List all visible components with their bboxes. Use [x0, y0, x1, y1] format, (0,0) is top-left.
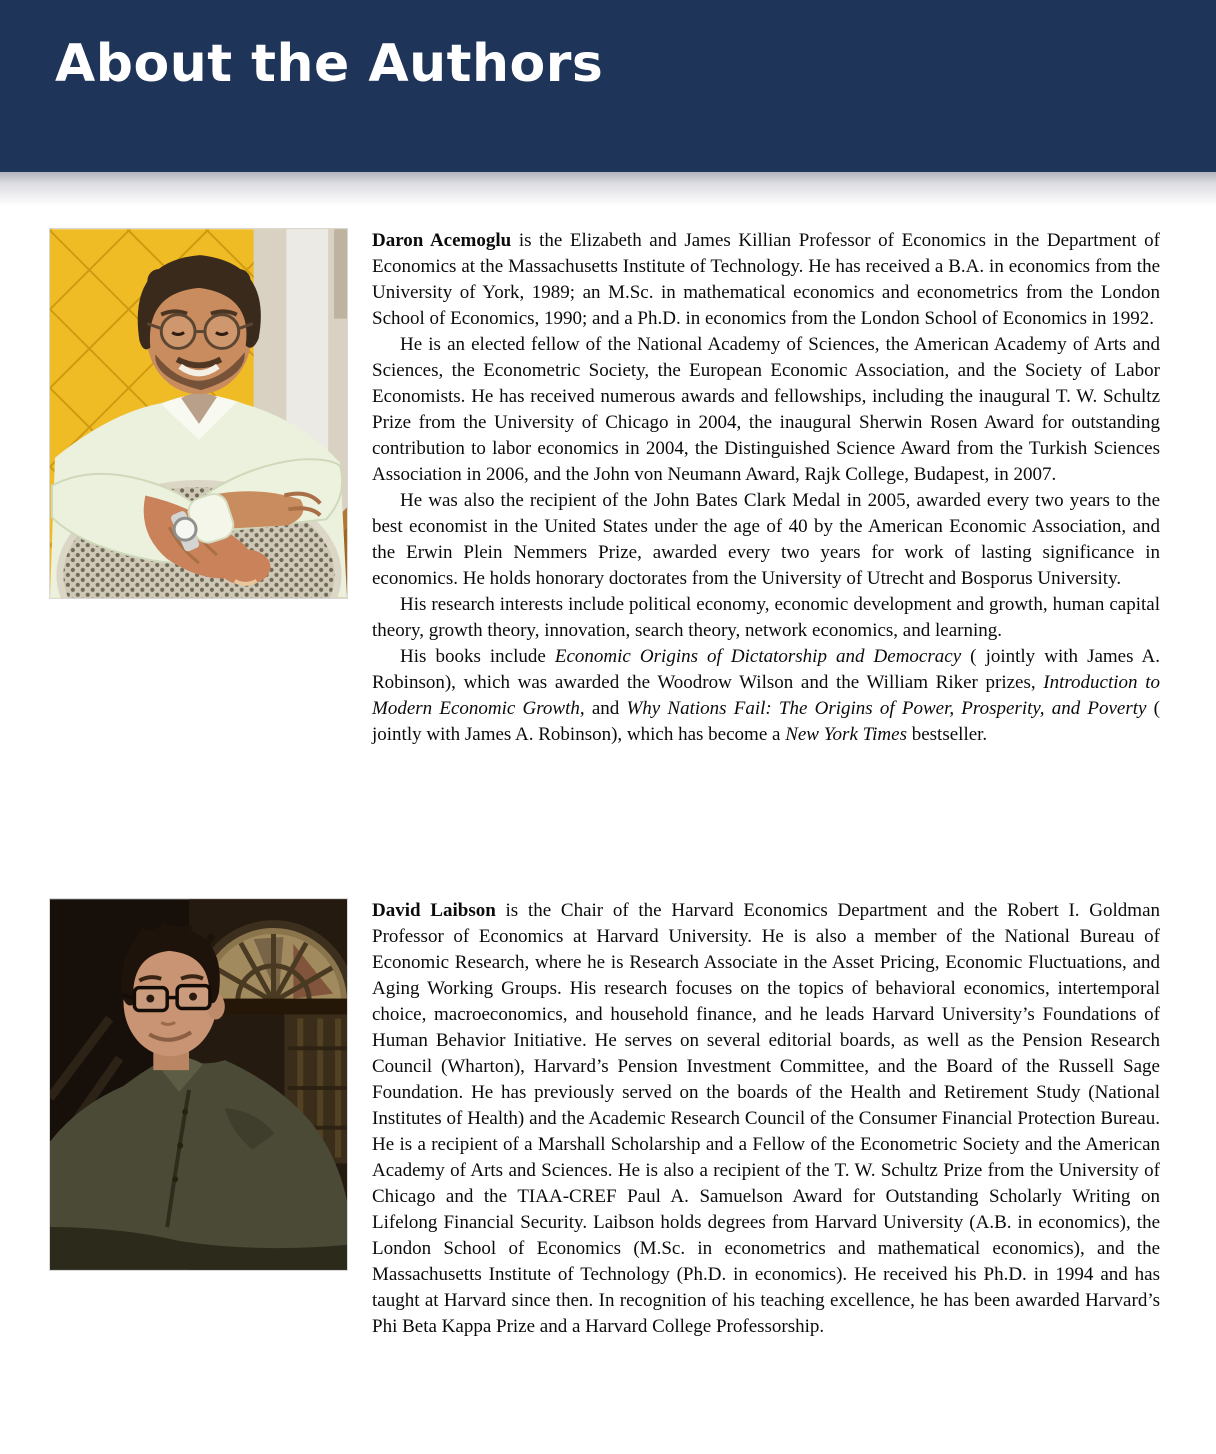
book-title-text: New York Times [785, 724, 907, 745]
page-title: About the Authors [55, 34, 604, 94]
photo-daron-acemoglu [49, 228, 348, 599]
book-title-text: Why Nations Fail: The Origins of Power, Prosperity, and Poverty [626, 698, 1147, 719]
bio-text: , and [579, 698, 627, 719]
bio-text: is the Elizabeth and James Killian Professor of Economics in the Department of Economics at the Massachusetts Institute of Technology. He has received a B.A. in economics from the University of York, 1989; an M.Sc. in mathematical economics and econometrics from the London School of Economics, 1990; and a Ph.D. in economics from the London School of Economics in 1992. [372, 230, 1160, 329]
bio-paragraph [372, 228, 1160, 332]
bio-text: is the Chair of the Harvard Economics Department and the Robert I. Goldman Professor of Economics at Harvard University. He is also a member of the National Bureau of Economic Research, where he is Research Associate in the Asset Pricing, Economic Fluctuations, and Aging Working Groups. His research focuses on the topics of behavioral economics, intertemporal choice, macroeconomics, and household finance, and he leads Harvard University’s Foundations of Human Behavior Initiative. He serves on several editorial boards, as well as the Pension Research Council (Wharton), Harvard’s Pension Investment Committee, and the Board of the Russell Sage Foundation. He has previously served on the boards of the Health and Retirement Study (National Institutes of Health) and the Academic Research Council of the Consumer Financial Protection Bureau. He is a recipient of a Marshall Scholarship and a Fellow of the Econometric Society and the American Academy of Arts and Sciences. He is also a recipient of the T. W. Schultz Prize from the University of Chicago and the TIAA-CREF Paul A. Samuelson Award for Outstanding Scholarly Writing on Lifelong Financial Security. Laibson holds degrees from Harvard University (A.B. in economics), the London School of Economics (M.Sc. in econometrics and mathematical economics), and the Massachusetts Institute of Technology (Ph.D. in economics). He received his Ph.D. in 1994 and has taught at Harvard since then. In recognition of his teaching excellence, he has been awarded Harvard’s Phi Beta Kappa Prize and a Harvard College Professorship. [372, 900, 1161, 1337]
bio-paragraph [372, 592, 1160, 644]
bio-daron-acemoglu [372, 228, 1160, 748]
page-header [0, 0, 1216, 172]
bio-text: ( jointly with James A. Robinson), which has become a [372, 698, 1161, 745]
book-title-text: Introduction to Modern Economic Growth [372, 672, 1160, 719]
bio-text: He is an elected fellow of the National Academy of Sciences, the American Academy of Arts and Sciences, the Econometric Society, the European Economic Association, and the Society of Labor Economists. He has received numerous awards and fellowships, including the inaugural T. W. Schultz Prize from the University of Chicago in 2004, the inaugural Sherwin Rosen Award for outstanding contribution to labor economics in 2004, the Distinguished Science Award from the Turkish Sciences Association in 2006, and the John von Neumann Award, Rajk College, Budapest, in 2007. [372, 334, 1160, 485]
bio-text: His research interests include political economy, economic development and growth, human capital theory, growth theory, innovation, search theory, network economics, and learning. [372, 594, 1160, 641]
bio-paragraph [372, 332, 1160, 488]
bio-david-laibson [372, 898, 1160, 1340]
david-laibson-portrait-image [50, 899, 347, 1270]
bio-paragraph [372, 644, 1160, 748]
bio-text: He was also the recipient of the John Bates Clark Medal in 2005, awarded every two years to the best economist in the United States under the age of 40 by the American Economic Association, and the Erwin Plein Nemmers Prize, awarded every two years for work of lasting significance in economics. He holds honorary doctorates from the University of Utrecht and Bosporus University. [372, 490, 1160, 589]
photo-david-laibson [49, 898, 348, 1271]
author-section-daron-acemoglu [49, 228, 1160, 748]
bio-text: bestseller. [906, 724, 988, 745]
author-name-text: David Laibson [372, 900, 496, 921]
bio-paragraph [372, 488, 1160, 592]
header-shadow [0, 172, 1216, 206]
bio-paragraph [372, 898, 1160, 1340]
author-section-david-laibson [49, 898, 1160, 1340]
book-title-text: Economic Origins of Dictatorship and Democracy [554, 646, 962, 667]
daron-acemoglu-portrait-image [50, 229, 347, 598]
author-name-text: Daron Acemoglu [372, 230, 512, 251]
bio-text: His books include [400, 646, 555, 667]
bio-text: ( jointly with James A. Robinson), which was awarded the Woodrow Wilson and the William Riker prizes, [372, 646, 1160, 693]
